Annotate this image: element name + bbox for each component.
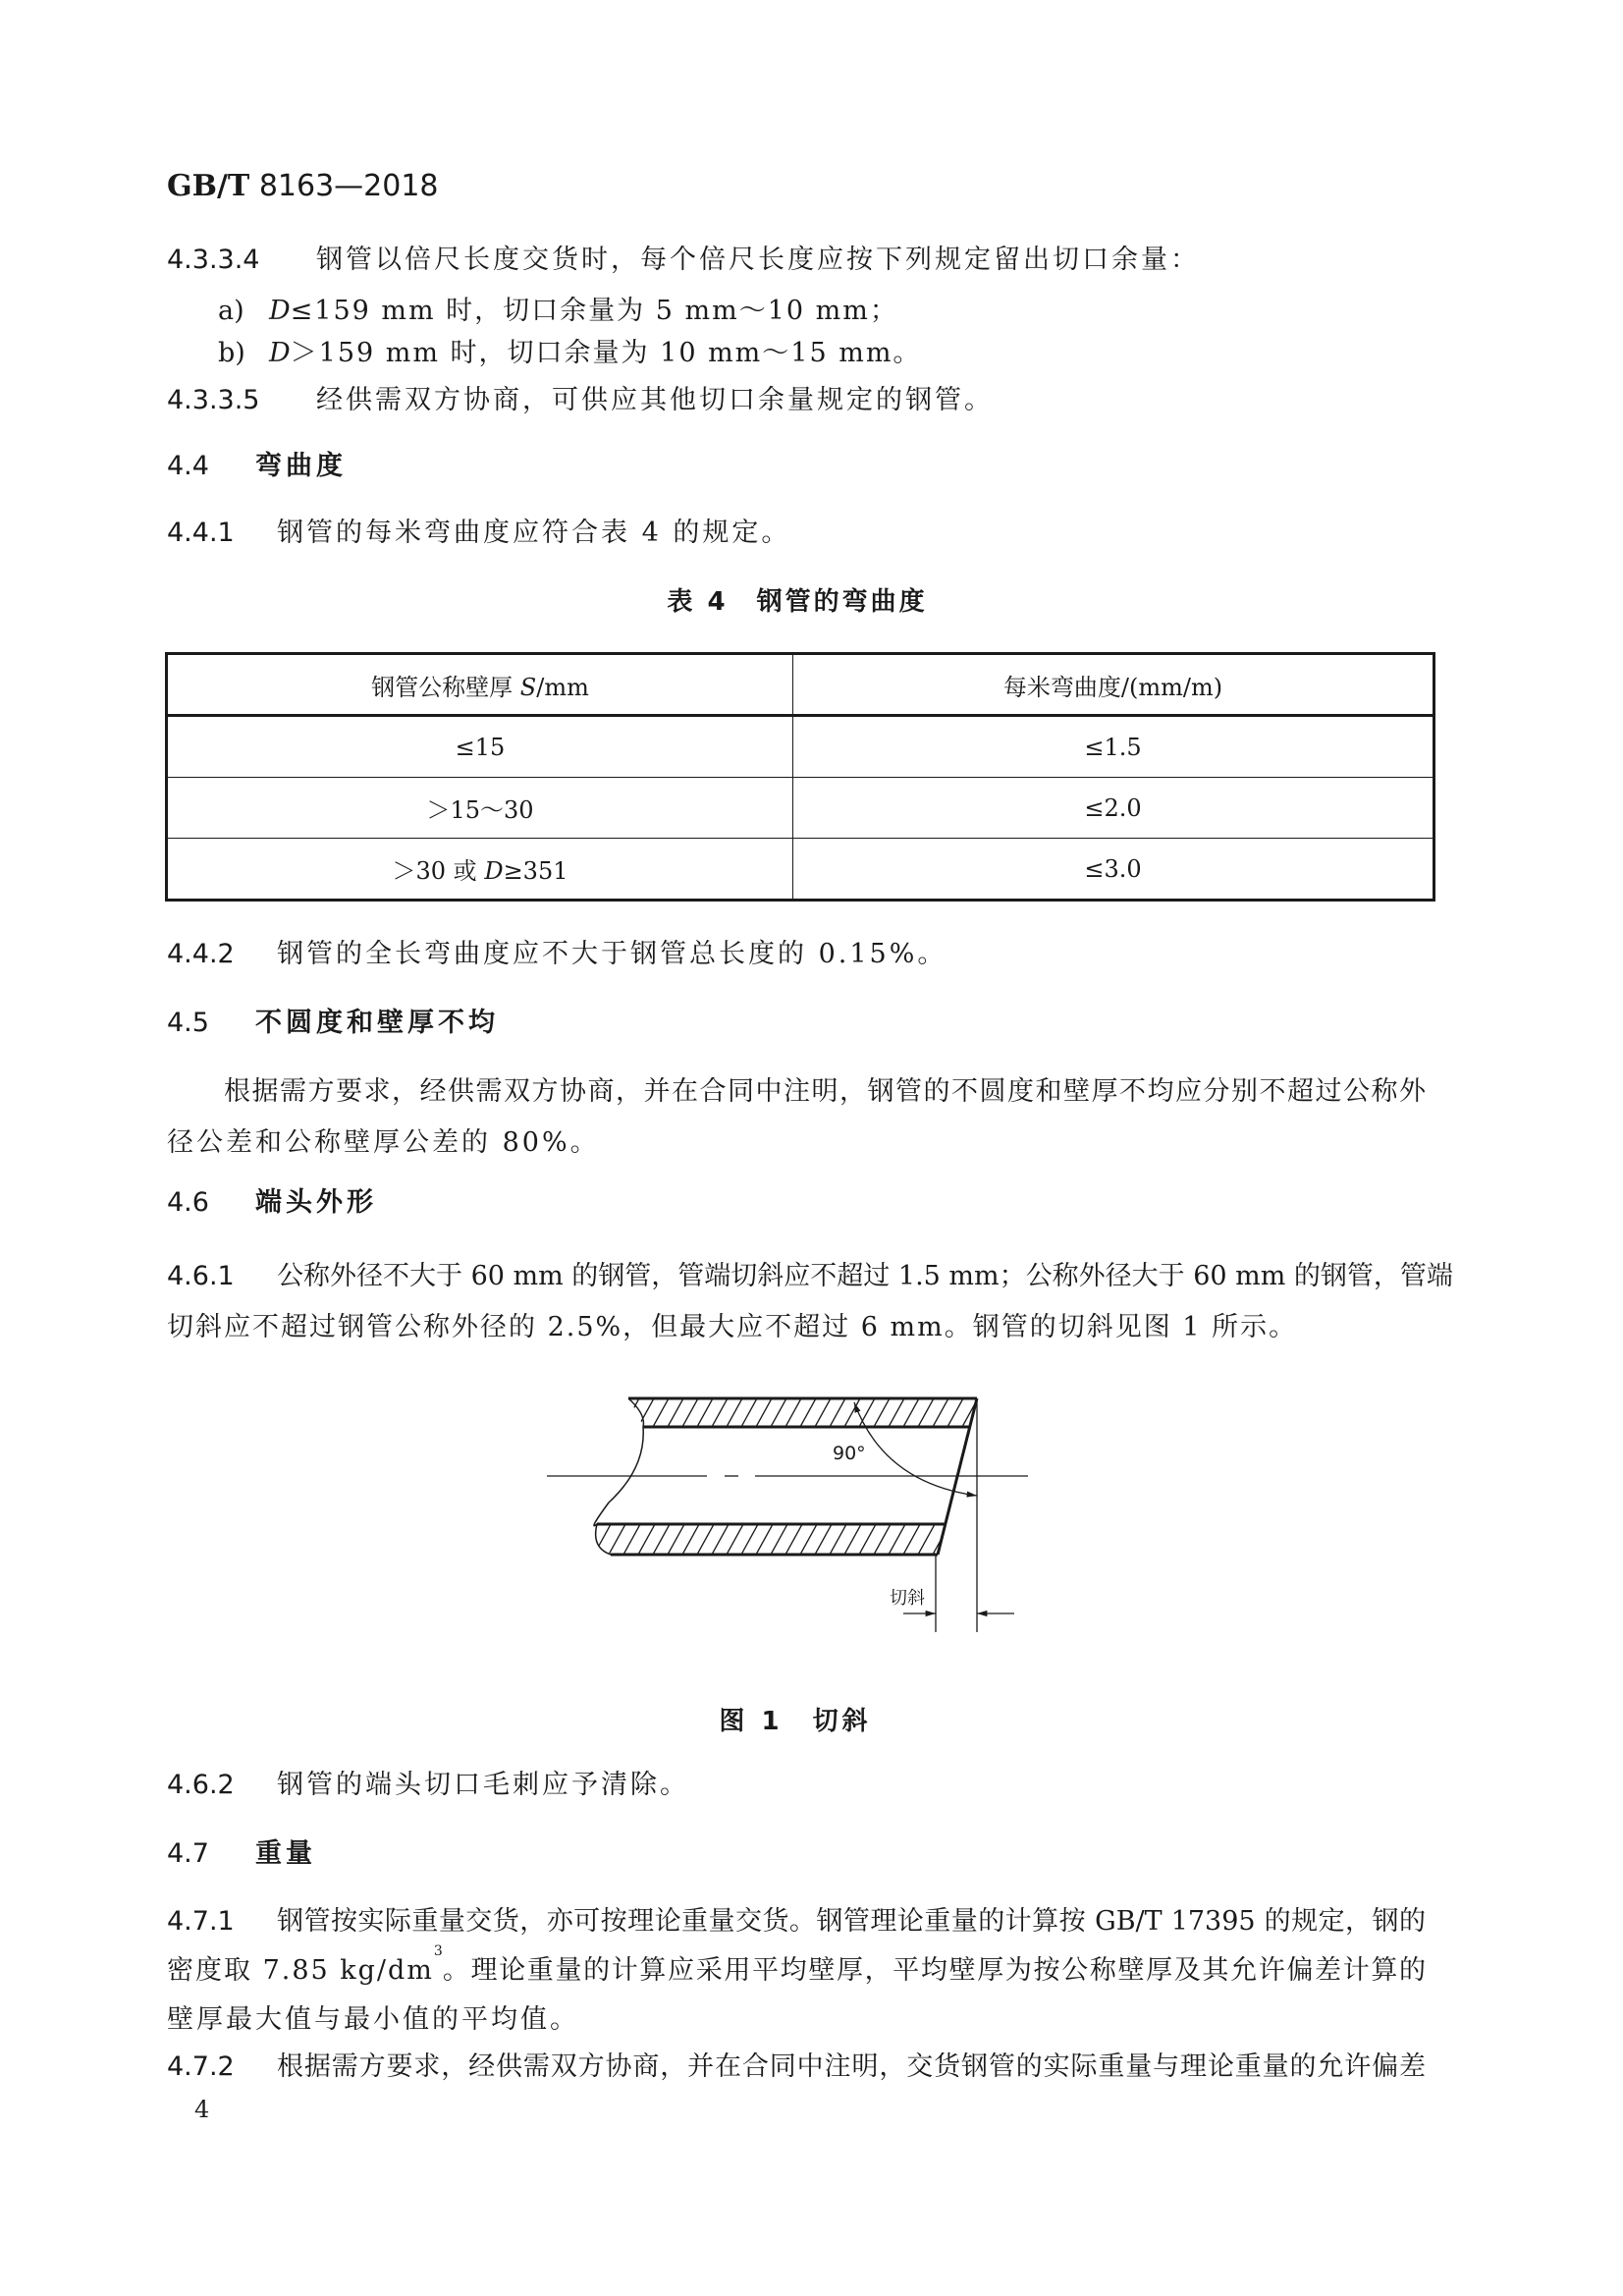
hatch-line xyxy=(727,1398,742,1427)
hatch-line xyxy=(756,1524,773,1555)
heading-title: 弯曲度 xyxy=(255,451,347,481)
hatch-line xyxy=(668,1524,684,1555)
cell-text: ＞15～30 xyxy=(426,796,534,824)
cell-text: ＞30 或 xyxy=(392,857,485,885)
hatch-line xyxy=(800,1524,817,1555)
clause-text: 钢管的全长弯曲度应不大于钢管总长度的 0.15%。 xyxy=(277,939,947,969)
heading-number: 4.7 xyxy=(167,1838,209,1869)
table-row xyxy=(167,778,1434,839)
hatch-line xyxy=(830,1398,845,1427)
clause-text: 经供需双方协商，可供应其他切口余量规定的钢管。 xyxy=(316,385,994,415)
clause-number: 4.3.3.4 xyxy=(167,245,260,275)
figure-1-caption: 图 1 切斜 xyxy=(719,1707,872,1736)
clause-4-7-1-line-1 xyxy=(167,1902,1426,1941)
right-angle-arc xyxy=(854,1402,977,1496)
cell-text: ≤15 xyxy=(455,733,506,761)
clause-4-7-2-line-1 xyxy=(167,2048,1426,2087)
standard-code-header xyxy=(167,165,439,208)
table-cell: ≤3.0 xyxy=(793,839,1434,901)
heading-number: 4.6 xyxy=(167,1187,209,1218)
hatch-line xyxy=(844,1524,861,1555)
clause-4-6-1-line-2: 切斜应不超过钢管公称外径的 2.5%，但最大应不超过 6 mm。钢管的切斜见图 1 所示。 xyxy=(167,1312,1298,1342)
superscript-3: 3 xyxy=(433,1943,443,1959)
heading-title: 重量 xyxy=(255,1838,316,1869)
clause-text: 钢管的端头切口毛刺应予清除。 xyxy=(277,1770,689,1800)
hatch-line xyxy=(830,1524,846,1555)
hatch-line xyxy=(771,1524,787,1555)
list-item-b xyxy=(218,334,921,373)
list-text: ≤159 mm 时，切口余量为 5 mm～10 mm； xyxy=(290,296,898,326)
clause-4-7-1-line-2 xyxy=(167,1943,1426,1991)
var-s: S xyxy=(519,673,537,701)
hatch-line xyxy=(933,1398,948,1427)
clause-number: 4.4.2 xyxy=(167,939,235,969)
hatch-line xyxy=(992,1398,1007,1427)
table-cell: ≤2.0 xyxy=(793,778,1434,839)
table-row xyxy=(167,716,1434,778)
hatch-line xyxy=(815,1524,832,1555)
list-item-a xyxy=(218,292,898,331)
hatch-line xyxy=(712,1398,728,1427)
clause-number: 4.6.1 xyxy=(167,1261,235,1291)
hatch-line xyxy=(800,1398,816,1427)
hatch-line xyxy=(889,1398,904,1427)
table-4-bending xyxy=(165,652,1435,902)
hatch-line xyxy=(609,1398,624,1427)
hatch-line xyxy=(653,1524,670,1555)
hatch-line xyxy=(609,1524,625,1555)
hatch-line xyxy=(623,1398,639,1427)
hatch-line xyxy=(668,1398,683,1427)
heading-number: 4.4 xyxy=(167,451,209,481)
clause-text: 根据需方要求，经供需双方协商，并在合同中注明，交货钢管的实际重量与理论重量的允许偏差 xyxy=(277,2051,1426,2082)
cell-text: ≥351 xyxy=(503,857,568,885)
clause-number: 4.3.3.5 xyxy=(167,385,260,415)
clause-number: 4.6.2 xyxy=(167,1770,235,1800)
heading-number: 4.5 xyxy=(167,1008,209,1038)
header-unit: /mm xyxy=(536,673,589,701)
column-header-bending-per-meter: 每米弯曲度/(mm/m) xyxy=(793,654,1434,716)
hatch-line xyxy=(653,1398,669,1427)
pipe-top-wall-hatch xyxy=(609,1398,1007,1427)
heading-4-6 xyxy=(167,1183,377,1223)
standard-prefix: GB/T xyxy=(167,169,250,203)
hatch-line xyxy=(712,1524,729,1555)
list-text: ＞159 mm 时，切口余量为 10 mm～15 mm。 xyxy=(290,338,922,368)
heading-4-7 xyxy=(167,1834,316,1874)
table-cell xyxy=(167,839,793,901)
hatch-line xyxy=(741,1398,757,1427)
hatch-line xyxy=(977,1398,993,1427)
hatch-line xyxy=(874,1398,890,1427)
hatch-line xyxy=(918,1398,934,1427)
list-label: a) xyxy=(218,296,244,326)
table-cell xyxy=(167,778,793,839)
clause-text: 钢管以倍尺长度交货时，每个倍尺长度应按下列规定留出切口余量： xyxy=(316,245,1200,275)
hatch-line xyxy=(874,1524,891,1555)
hatch-line xyxy=(741,1524,758,1555)
hatch-line xyxy=(918,1524,935,1555)
clause-4-7-1-line-3: 壁厚最大值与最小值的平均值。 xyxy=(167,2004,579,2035)
clause-text: 钢管按实际重量交货，亦可按理论重量交货。钢管理论重量的计算按 GB/T 17395 的规定，钢的 xyxy=(277,1906,1426,1937)
hatch-line xyxy=(623,1524,640,1555)
hatch-line xyxy=(682,1398,698,1427)
column-header-wall-thickness xyxy=(167,654,793,716)
hatch-line xyxy=(859,1398,875,1427)
density-text: 密度取 7.85 kg/dm xyxy=(167,1955,434,1986)
clause-4-4-1 xyxy=(167,514,790,553)
bevel-label: 切斜 xyxy=(890,1588,925,1609)
clause-4-4-2 xyxy=(167,935,947,974)
hatch-line xyxy=(947,1398,963,1427)
table-row xyxy=(167,839,1434,901)
standard-number: 8163—2018 xyxy=(258,169,439,203)
heading-4-5 xyxy=(167,1004,499,1043)
hatch-line xyxy=(756,1398,772,1427)
hatch-line xyxy=(727,1524,743,1555)
heading-4-4 xyxy=(167,447,347,486)
hatch-line xyxy=(859,1524,876,1555)
table-cell: ≤1.5 xyxy=(793,716,1434,778)
clause-number: 4.7.1 xyxy=(167,1906,235,1937)
var-d: D xyxy=(269,338,291,368)
hatch-line xyxy=(785,1398,801,1427)
angle-label: 90° xyxy=(833,1443,866,1464)
header-text: 钢管公称壁厚 xyxy=(371,673,520,701)
clause-4-3-3-4 xyxy=(167,241,1200,280)
page-number: 4 xyxy=(194,2096,210,2123)
hatch-line xyxy=(638,1524,655,1555)
heading-title: 不圆度和壁厚不均 xyxy=(255,1008,499,1038)
hatch-line xyxy=(785,1524,802,1555)
hatch-line xyxy=(682,1524,699,1555)
hatch-line xyxy=(947,1524,964,1555)
clause-text: 。理论重量的计算应采用平均壁厚，平均壁厚为按公称壁厚及其允许偏差计算的 xyxy=(442,1955,1426,1986)
paragraph-4-5-line-1: 根据需方要求，经供需双方协商，并在合同中注明，钢管的不圆度和壁厚不均应分别不超过公称外 xyxy=(224,1076,1426,1107)
var-d: D xyxy=(269,296,291,326)
list-label: b) xyxy=(218,338,245,368)
table-header-row xyxy=(167,654,1434,716)
clause-text: 公称外径不大于 60 mm 的钢管，管端切斜应不超过 1.5 mm；公称外径大于 60 mm 的钢管，管端 xyxy=(277,1261,1453,1291)
heading-title: 端头外形 xyxy=(255,1187,377,1218)
figure-1-bevel-diagram xyxy=(530,1375,1041,1650)
clause-text: 钢管的每米弯曲度应符合表 4 的规定。 xyxy=(277,518,791,548)
clause-4-6-2 xyxy=(167,1766,689,1805)
hatch-line xyxy=(903,1524,920,1555)
table-4-title: 表 4 钢管的弯曲度 xyxy=(667,587,928,617)
hatch-line xyxy=(815,1398,831,1427)
pipe-bottom-wall-hatch xyxy=(579,1524,979,1555)
hatch-line xyxy=(903,1398,919,1427)
table-cell xyxy=(167,716,793,778)
clause-number: 4.4.1 xyxy=(167,518,235,548)
cell-var: D xyxy=(484,857,504,885)
hatch-line xyxy=(889,1524,905,1555)
hatch-line xyxy=(697,1398,713,1427)
clause-4-6-1-line-1 xyxy=(167,1257,1453,1296)
clause-4-3-3-5 xyxy=(167,381,994,420)
hatch-line xyxy=(579,1524,596,1555)
clause-number: 4.7.2 xyxy=(167,2051,235,2082)
hatch-line xyxy=(771,1398,786,1427)
hatch-line xyxy=(697,1524,714,1555)
paragraph-4-5-line-2: 径公差和公称壁厚公差的 80%。 xyxy=(167,1127,600,1158)
